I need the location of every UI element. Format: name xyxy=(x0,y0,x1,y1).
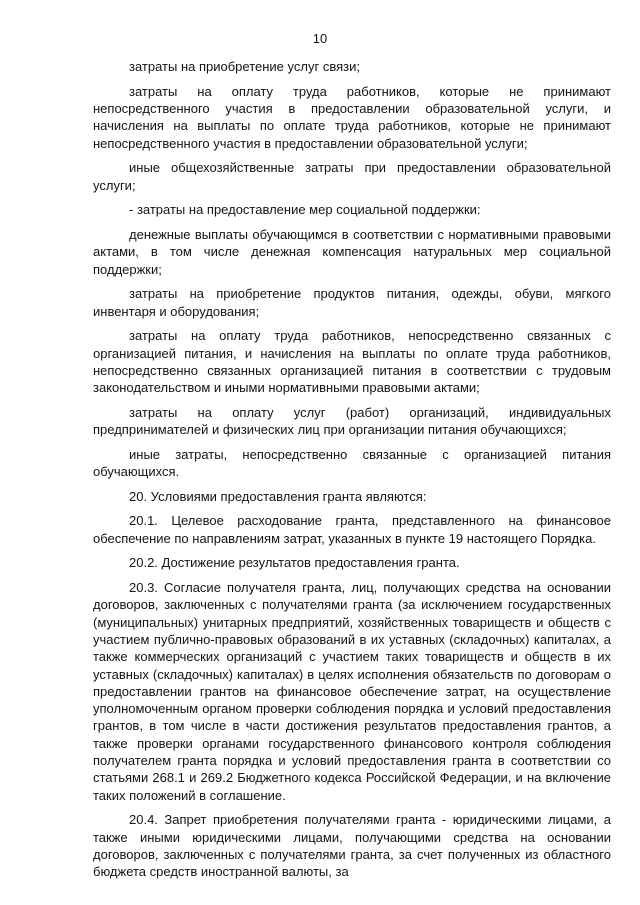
paragraph-other-catering-costs: иные затраты, непосредственно связанные с организацией питания обучающихся. xyxy=(93,446,611,480)
paragraph-20-2: 20.2. Достижение результатов предоставления гранта. xyxy=(129,555,460,571)
paragraph-catering-services: затраты на оплату услуг (работ) организаций, индивидуальных предпринимателей и физических лиц при организации питания обучающихся; xyxy=(93,404,611,438)
paragraph-staff-not-involved: затраты на оплату труда работников, которые не принимают непосредственного участия в предоставлении образовательной услуги, и начисления на выплаты по оплате труда работников, которые не принимают непосредственного участия в предоставлении образовательной услуги; xyxy=(93,83,611,151)
paragraph-general-costs: иные общехозяйственные затраты при предоставлении образовательной услуги; xyxy=(93,160,611,193)
paragraph-20-1: 20.1. Целевое расходование гранта, представленного на финансовое обеспечение по направлениям затрат, указанных в пункте 19 настоящего Порядка. xyxy=(93,513,611,546)
paragraph-social-support-heading: - затраты на предоставление мер социальной поддержки: xyxy=(129,202,481,218)
paragraph-communication-costs: затраты на приобретение услуг связи; xyxy=(129,59,360,74)
paragraph-catering-staff: затраты на оплату труда работников, непосредственно связанных с организацией питания, и начисления на выплаты по оплате труда работников, непосредственно связанных организацией питания в соответствии с трудовым законодательством и иными нормативными правовыми актами; xyxy=(93,328,611,396)
paragraph-section-20: 20. Условиями предоставления гранта являются: xyxy=(129,488,427,504)
paragraph-food-clothing: затраты на приобретение продуктов питания, одежды, обуви, мягкого инвентаря и оборудования; xyxy=(93,286,611,319)
paragraph-cash-payments: денежные выплаты обучающимся в соответствии с нормативными правовыми актами, в том числе денежная компенсация натуральных мер социальной поддержки; xyxy=(93,226,611,277)
document-body xyxy=(93,58,611,881)
page-number: 10 xyxy=(312,31,328,46)
paragraph-20-4: 20.4. Запрет приобретения получателями гранта - юридическими лицами, а также иными юридическими лицами, получающими средства на основании договоров, заключенных с получателями гранта, за счет полученных из областного бюджета средств иностранной валюты, за xyxy=(93,812,611,880)
paragraph-20-3: 20.3. Согласие получателя гранта, лиц, получающих средства на основании договоров, заключенных с получателями гранта (за исключением государственных (муниципальных) унитарных предприятий, хозяйственных товариществ и обществ с участием публично-правовых образований в их уставных (складочных) капиталах, а также коммерческих организаций с участием таких товариществ и обществ в их уставных (складочных) капиталах) в целях исполнения обязательств по договорам о предоставлении грантов на финансовое обеспечение затрат, на осуществление уполномоченным органом проверки соблюдения порядка и условий предоставления грантов, в том числе в части достижения результатов предоставления грантов, а также проверки органами государственного финансового контроля соблюдения получателем гранта порядка и условий предоставления гранта в соответствии со статьями 268.1 и 269.2 Бюджетного кодекса Российской Федерации, и на включение таких положений в соглашение. xyxy=(93,580,611,803)
